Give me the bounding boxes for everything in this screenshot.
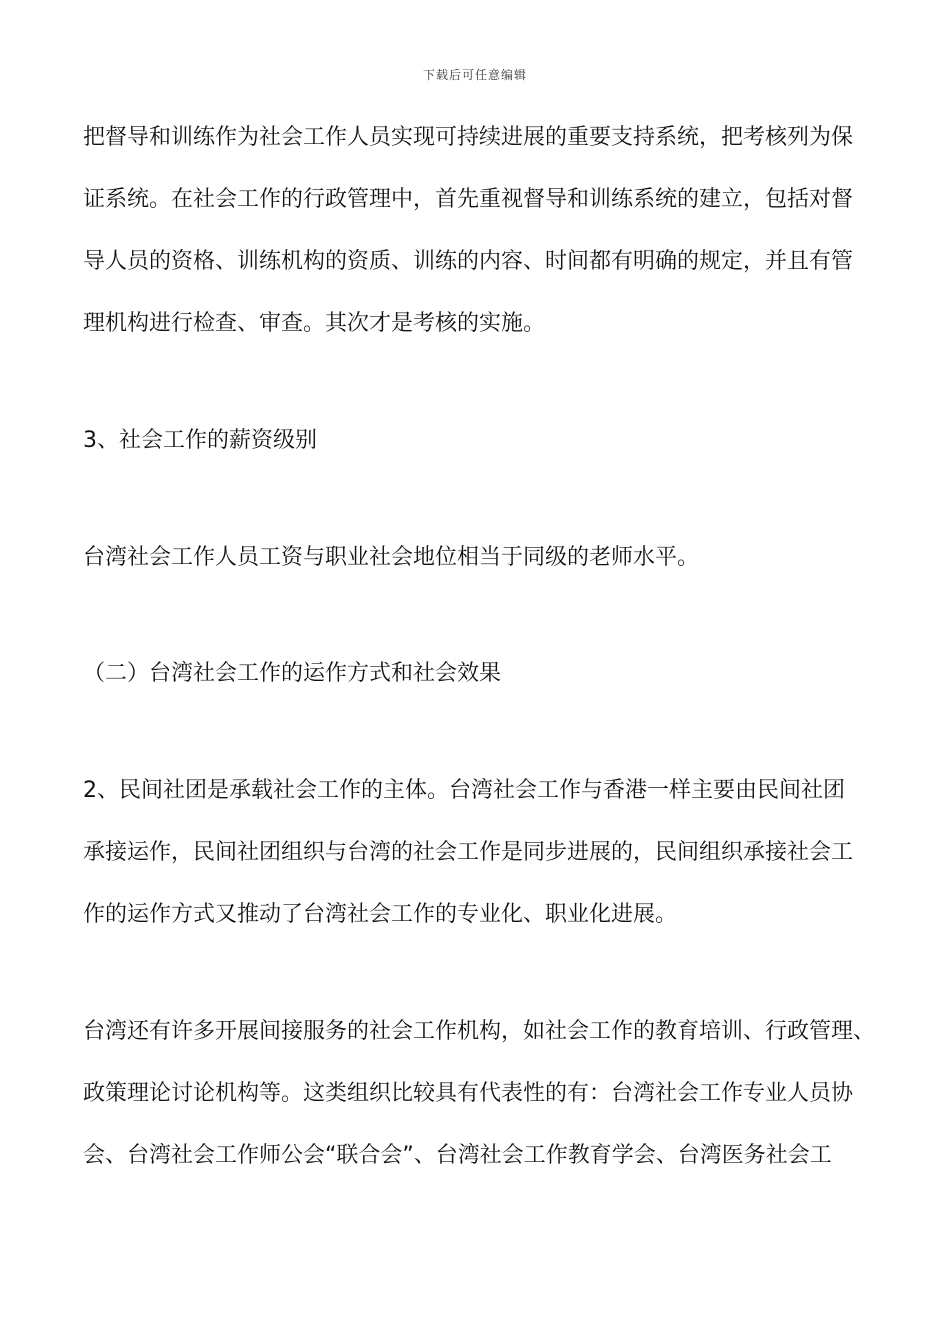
- paragraph-salary-text: 台湾社会工作人员工资与职业社会地位相当于同级的老师水平。: [83, 545, 700, 570]
- paragraph-3-line-2: 政策理论讨论机构等。这类组织比较具有代表性的有：台湾社会工作专业人员协: [83, 1081, 854, 1106]
- paragraph-1-line-4: 理机构进行检查、审查。其次才是考核的实施。: [83, 311, 546, 336]
- page-header: 下载后可任意编辑: [422, 68, 527, 82]
- section-heading-salary: 3、社会工作的薪资级别: [83, 428, 317, 453]
- paragraph-1-line-3: 导人员的资格、训练机构的资质、训练的内容、时间都有明确的规定，并且有管: [83, 249, 854, 274]
- paragraph-1-line-2: 证系统。在社会工作的行政管理中，首先重视督导和训练系统的建立，包括对督: [83, 187, 854, 212]
- paragraph-2-line-1: 2、民间社团是承载社会工作的主体。台湾社会工作与香港一样主要由民间社团: [83, 778, 845, 803]
- paragraph-1-line-1: 把督导和训练作为社会工作人员实现可持续进展的重要支持系统，把考核列为保: [83, 125, 854, 150]
- section-heading-operation: （二）台湾社会工作的运作方式和社会效果: [83, 661, 502, 686]
- paragraph-2-line-3: 作的运作方式又推动了台湾社会工作的专业化、职业化进展。: [83, 902, 678, 927]
- paragraph-3-line-1: 台湾还有许多开展间接服务的社会工作机构，如社会工作的教育培训、行政管理、: [83, 1019, 876, 1044]
- paragraph-3-line-3: 会、台湾社会工作师公会“联合会”、台湾社会工作教育学会、台湾医务社会工: [83, 1143, 832, 1168]
- paragraph-2-line-2: 承接运作，民间社团组织与台湾的社会工作是同步进展的，民间组织承接社会工: [83, 840, 854, 865]
